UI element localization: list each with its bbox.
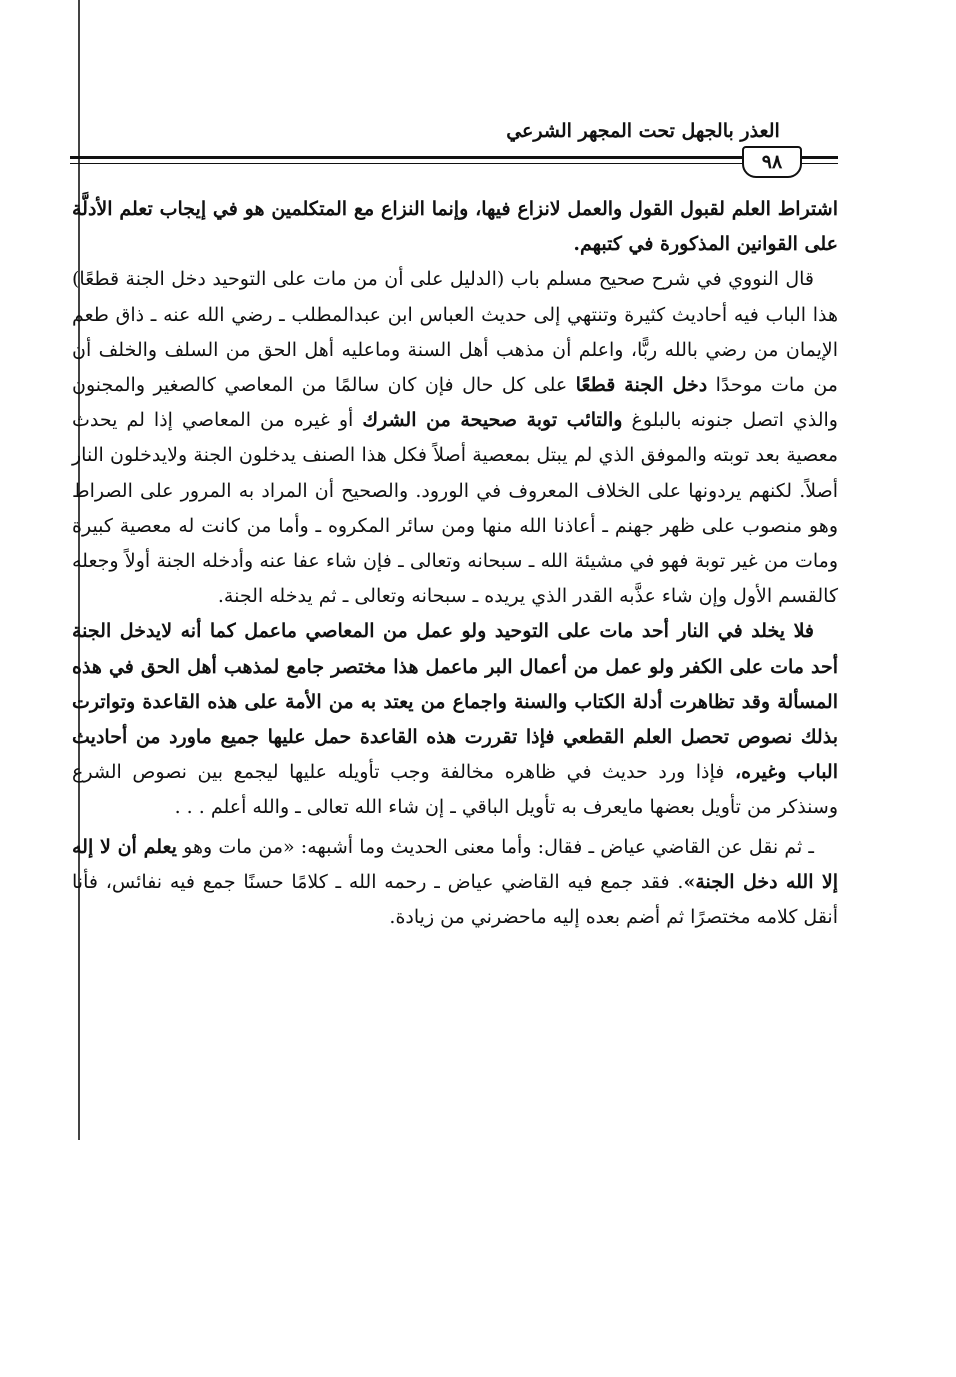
header-rule-thin xyxy=(70,163,788,164)
paragraph-2-bold-b: دخل الجنة قطعًا xyxy=(575,374,708,397)
page-number: ٩٨ xyxy=(742,146,802,178)
paragraph-1-bold-text: اشتراط العلم لقبول القول والعمل لانزاع فيها، وإنما النزاع مع المتكلمين هو في إيجاب تعلم الأدلَّة على القوانين المذكورة في كتبهم. xyxy=(72,198,838,256)
paragraph-2-text-e: أو غيره من المعاصي إذا لم يحدث معصية بعد توبته والموفق الذي لم يبتل بمعصية أصلاً فكل هذا الصنف يدخلون الجنة ولايدخلون النار أصلاً. لكنهم يردونها على الخلاف المعروف في الورود. والصحيح أن المراد به المرور على الصراط وهو منصوب على ظهر جهنم ـ أعاذنا الله منها ومن سائر المكروه ـ وأما من كانت له معصية كبيرة ومات من غير توبة فهو في مشيئة الله ـ سبحانه وتعالى ـ فإن شاء عفا عنه وأدخله الجنة أولاً وجعله كالقسم الأول وإن شاء عذَّبه القدر الذي يريده ـ سبحانه وتعالى ـ ثم يدخله الجنة. xyxy=(72,409,838,608)
paragraph-4-text-a: ـ ثم نقل عن القاضي عياض ـ فقال: وأما معنى الحديث وما أشبهه: «من مات وهو xyxy=(176,835,814,858)
paragraph-2-bold-d: والتائب توبة صحيحة من الشرك xyxy=(362,409,623,432)
header-rule-right-thin xyxy=(800,163,838,164)
header-rule-thick xyxy=(70,156,788,159)
paragraph-3-text: فإذا ورد حديث في ظاهره مخالفة وجب تأويله عليها ليجمع بين نصوص الشرع وسنذكر من تأويل بعضها مايعرف به تأويل الباقي ـ إن شاء الله تعالى ـ والله أعلم . . . xyxy=(72,761,838,819)
paragraph-2-text-a: قال النووي في شرح صحيح مسلم باب (الدليل على أن من مات على التوحيد دخل الجنة قطعًا) هذا الباب فيه أحاديث كثيرة وتنتهي إلى حديث العباس ابن عبدالمطلب ـ رضي الله عنه ـ ذاق طعم الإيمان من رضي بالله ربًّا، واعلم أن مذهب أهل السنة وماعليه أهل الحق من السلف والخلف أن من مات موحدًا xyxy=(72,268,838,397)
body-text xyxy=(72,192,838,935)
paragraph-3 xyxy=(72,614,838,825)
paragraph-4 xyxy=(72,830,838,936)
running-title: العذر بالجهل تحت المجهر الشرعي xyxy=(506,120,780,142)
paragraph-3-bold-text: فلا يخلد في النار أحد مات على التوحيد ولو عمل من المعاصي ماعمل كما أنه لايدخل الجنة أحد مات على الكفر ولو عمل من أعمال البر ماعمل هذا مختصر جامع لمذهب أهل الحق في هذه المسألة وقد تظاهرت أدلة الكتاب والسنة واجماع من يعتد به من الأمة على هذه القاعدة وتواترت بذلك نصوص تحصل العلم القطعي فإذا تقررت هذه القاعدة حمل عليها جميع ماورد من أحاديث الباب وغيره، xyxy=(72,620,838,784)
header-rule-right-thick xyxy=(800,156,838,159)
paragraph-2 xyxy=(72,262,838,614)
paragraph-1 xyxy=(72,192,838,262)
paragraph-4-text-c: . فقد جمع فيه القاضي عياض ـ رحمه الله ـ كلامًا حسنًا جمع فيه نفائس، فأنا أنقل كلامه مختصرًا ثم أضم بعده إليه ماحضرني من زيادة. xyxy=(72,870,838,929)
paragraph-2-text-c: على كل حال فإن كان سالمًا من المعاصي كالصغير والمجنون والذي اتصل جنونه بالبلوغ xyxy=(72,374,838,432)
paragraph-4-bold-hadith: يعلم أن لا إله إلا الله دخل الجنة» xyxy=(72,835,838,893)
